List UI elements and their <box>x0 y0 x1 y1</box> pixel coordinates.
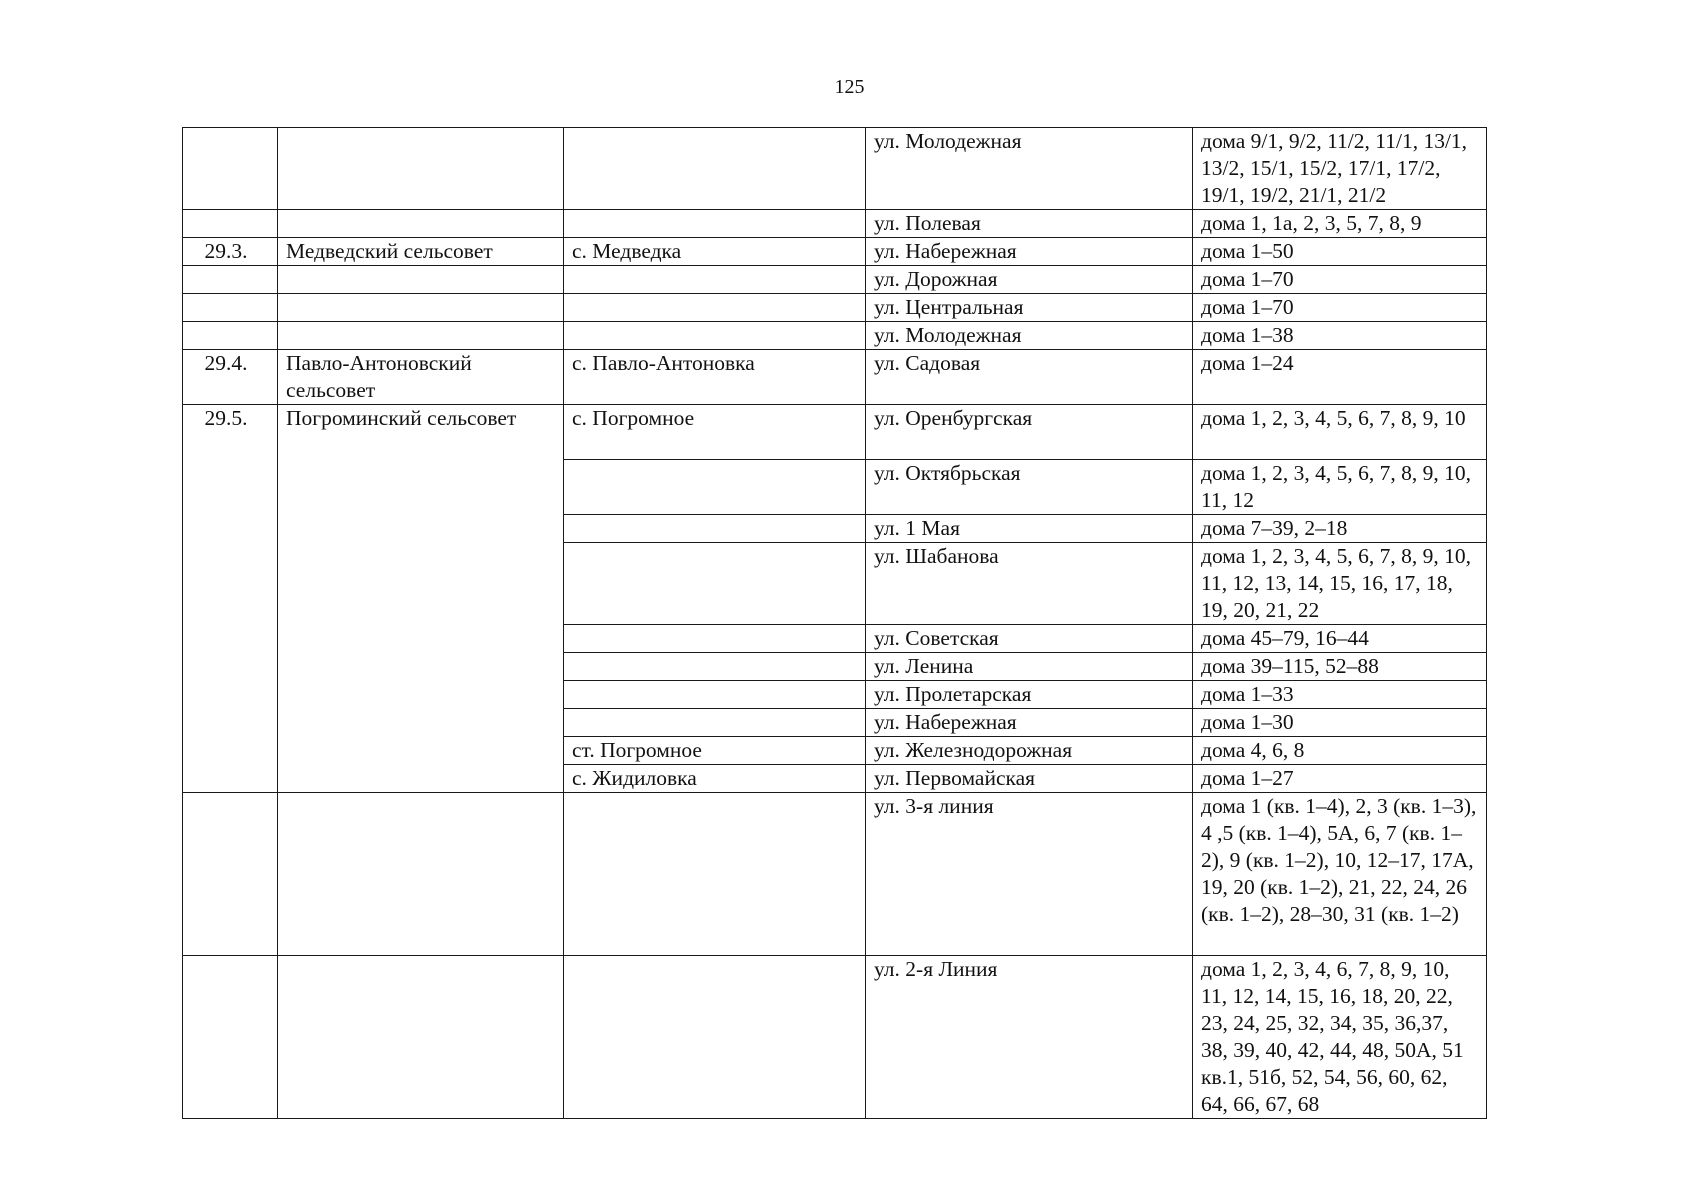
street-name: ул. 3-я линия <box>866 793 1193 956</box>
street-name: ул. Октябрьская <box>866 460 1193 515</box>
address-table <box>182 127 1487 1119</box>
page-number: 125 <box>834 76 865 98</box>
street-name: ул. 2-я Линия <box>866 956 1193 1119</box>
house-numbers: дома 1, 2, 3, 4, 5, 6, 7, 8, 9, 10, 11, 12, 13, 14, 15, 16, 17, 18, 19, 20, 21, 22 <box>1193 543 1487 625</box>
table-row <box>183 294 1487 322</box>
settlement-name <box>564 709 866 737</box>
council-name: Павло-Антоновский сельсовет <box>278 350 564 405</box>
house-numbers: дома 1–24 <box>1193 350 1487 405</box>
house-numbers: дома 45–79, 16–44 <box>1193 625 1487 653</box>
house-numbers: дома 1–33 <box>1193 681 1487 709</box>
street-name: ул. Пролетарская <box>866 681 1193 709</box>
settlement-name: с. Погромное <box>564 405 866 460</box>
council-name: Медведский сельсовет <box>278 238 564 266</box>
settlement-name <box>564 128 866 210</box>
street-name: ул. Молодежная <box>866 322 1193 350</box>
house-numbers: дома 7–39, 2–18 <box>1193 515 1487 543</box>
settlement-name <box>564 653 866 681</box>
settlement-name <box>564 956 866 1119</box>
table-row <box>183 405 1487 460</box>
council-name <box>278 956 564 1119</box>
street-name: ул. Первомайская <box>866 765 1193 793</box>
settlement-name <box>564 793 866 956</box>
council-name <box>278 322 564 350</box>
table-row <box>183 266 1487 294</box>
house-numbers: дома 4, 6, 8 <box>1193 737 1487 765</box>
table-row <box>183 793 1487 956</box>
council-name: Погроминский сельсовет <box>278 405 564 793</box>
row-number <box>183 266 278 294</box>
house-numbers: дома 1–70 <box>1193 294 1487 322</box>
settlement-name <box>564 515 866 543</box>
house-numbers: дома 1–50 <box>1193 238 1487 266</box>
street-name: ул. Молодежная <box>866 128 1193 210</box>
settlement-name: с. Жидиловка <box>564 765 866 793</box>
house-numbers: дома 1, 2, 3, 4, 5, 6, 7, 8, 9, 10 <box>1193 405 1487 460</box>
street-name: ул. 1 Мая <box>866 515 1193 543</box>
settlement-name <box>564 625 866 653</box>
house-numbers: дома 9/1, 9/2, 11/2, 11/1, 13/1, 13/2, 15/1, 15/2, 17/1, 17/2, 19/1, 19/2, 21/1, 21/2 <box>1193 128 1487 210</box>
settlement-name: с. Медведка <box>564 238 866 266</box>
settlement-name <box>564 681 866 709</box>
council-name <box>278 128 564 210</box>
row-number: 29.3. <box>183 238 278 266</box>
street-name: ул. Набережная <box>866 238 1193 266</box>
house-numbers: дома 39–115, 52–88 <box>1193 653 1487 681</box>
street-name: ул. Оренбургская <box>866 405 1193 460</box>
table-row <box>183 350 1487 405</box>
table-row <box>183 322 1487 350</box>
house-numbers: дома 1–30 <box>1193 709 1487 737</box>
house-numbers: дома 1–70 <box>1193 266 1487 294</box>
row-number <box>183 128 278 210</box>
table-row <box>183 238 1487 266</box>
street-name: ул. Ленина <box>866 653 1193 681</box>
row-number <box>183 210 278 238</box>
street-name: ул. Советская <box>866 625 1193 653</box>
settlement-name: с. Павло-Антоновка <box>564 350 866 405</box>
house-numbers: дома 1, 2, 3, 4, 6, 7, 8, 9, 10, 11, 12, 14, 15, 16, 18, 20, 22, 23, 24, 25, 32, 34, 35, 36,37, 38, 39, 40, 42, 44, 48, 50А, 51 кв.1, 51б, 52, 54, 56, 60, 62, 64, 66, 67, 68 <box>1193 956 1487 1119</box>
house-numbers: дома 1, 2, 3, 4, 5, 6, 7, 8, 9, 10, 11, 12 <box>1193 460 1487 515</box>
settlement-name <box>564 322 866 350</box>
row-number <box>183 956 278 1119</box>
council-name <box>278 266 564 294</box>
house-numbers: дома 1 (кв. 1–4), 2, 3 (кв. 1–3), 4 ,5 (кв. 1–4), 5А, 6, 7 (кв. 1–2), 9 (кв. 1–2), 10, 12–17, 17А, 19, 20 (кв. 1–2), 21, 22, 24, 26 (кв. 1–2), 28–30, 31 (кв. 1–2) <box>1193 793 1487 956</box>
settlement-name: ст. Погромное <box>564 737 866 765</box>
row-number <box>183 793 278 956</box>
street-name: ул. Железнодорожная <box>866 737 1193 765</box>
street-name: ул. Дорожная <box>866 266 1193 294</box>
street-name: ул. Центральная <box>866 294 1193 322</box>
table-row <box>183 956 1487 1119</box>
council-name <box>278 294 564 322</box>
street-name: ул. Полевая <box>866 210 1193 238</box>
house-numbers: дома 1–27 <box>1193 765 1487 793</box>
table-row <box>183 210 1487 238</box>
row-number: 29.5. <box>183 405 278 793</box>
row-number <box>183 294 278 322</box>
settlement-name <box>564 460 866 515</box>
house-numbers: дома 1–38 <box>1193 322 1487 350</box>
council-name <box>278 793 564 956</box>
row-number: 29.4. <box>183 350 278 405</box>
settlement-name <box>564 294 866 322</box>
row-number <box>183 322 278 350</box>
house-numbers: дома 1, 1а, 2, 3, 5, 7, 8, 9 <box>1193 210 1487 238</box>
street-name: ул. Шабанова <box>866 543 1193 625</box>
street-name: ул. Садовая <box>866 350 1193 405</box>
table-row <box>183 128 1487 210</box>
street-name: ул. Набережная <box>866 709 1193 737</box>
settlement-name <box>564 210 866 238</box>
settlement-name <box>564 266 866 294</box>
settlement-name <box>564 543 866 625</box>
council-name <box>278 210 564 238</box>
